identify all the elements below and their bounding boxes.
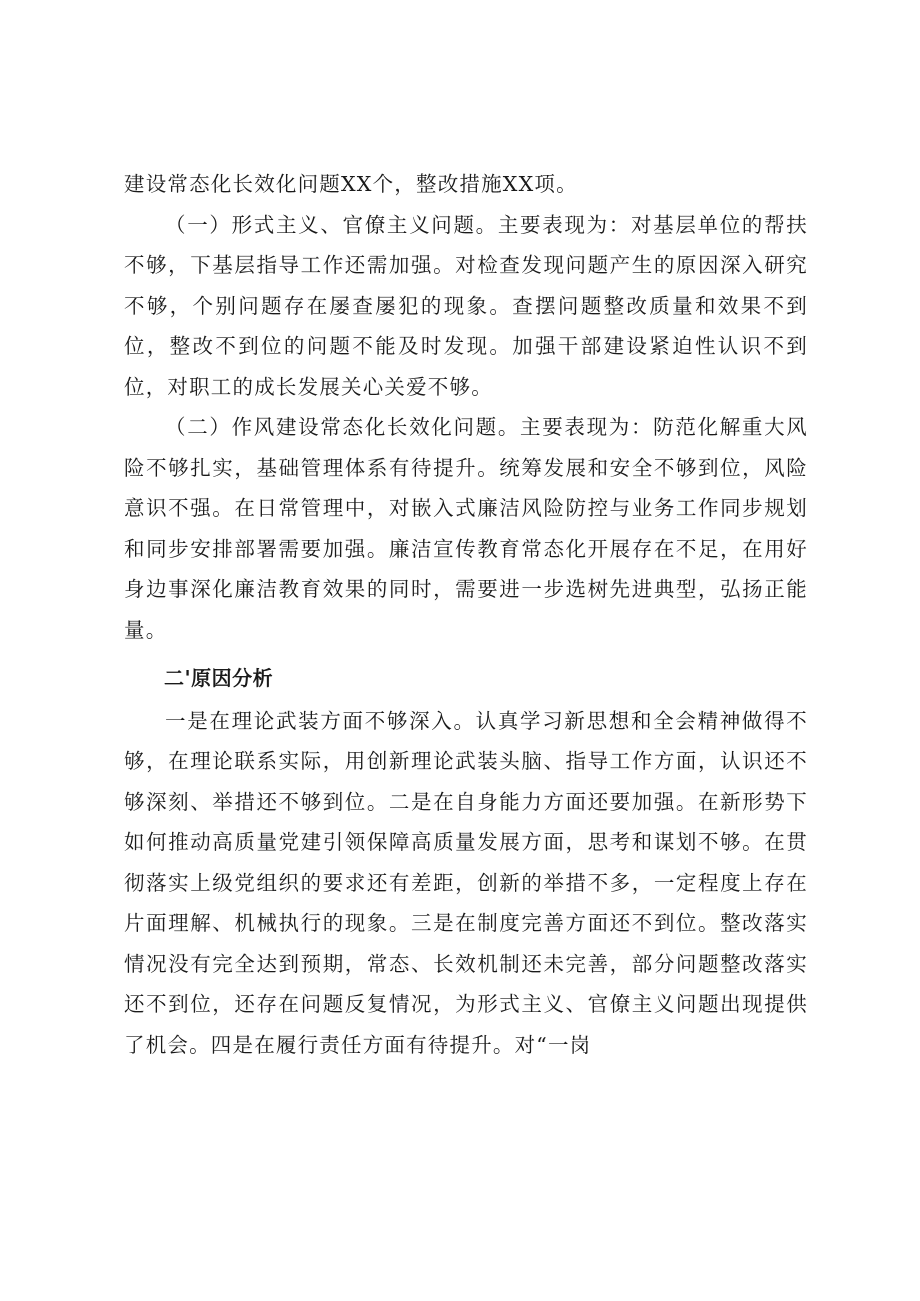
paragraph-formalism-issues: （一）形式主义、官僚主义问题。主要表现为：对基层单位的帮扶不够，下基层指导工作还需加强。对检查发现问题产生的原因深入研究不够，个别问题存在屡查屡犯的现象。查摆问题整改质量和效果不到位，整改不到位的问题不能及时发现。加强干部建设紧迫性认识不到位，对职工的成长发展关心关爱不够。: [124, 212, 808, 399]
paragraph-continuation: 建设常态化长效化问题XX个，整改措施XX项。: [124, 172, 578, 196]
document-body: [124, 164, 808, 1065]
section-heading-cause-analysis: 二'原因分析: [164, 666, 274, 690]
paragraph-work-style-issues: （二）作风建设常态化长效化问题。主要表现为：防范化解重大风险不够扎实，基础管理体系有待提升。统筹发展和安全不够到位，风险意识不强。在日常管理中，对嵌入式廉洁风险防控与业务工作同步规划和同步安排部署需要加强。廉洁宣传教育常态化开展存在不足，在用好身边事深化廉洁教育效果的同时，需要进一步选树先进典型，弘扬正能量。: [124, 415, 808, 642]
paragraph-cause-analysis: 一是在理论武装方面不够深入。认真学习新思想和全会精神做得不够，在理论联系实际，用创新理论武装头脑、指导工作方面，认识还不够深刻、举措还不够到位。二是在自身能力方面还要加强。在新形势下如何推动高质量党建引领保障高质量发展方面，思考和谋划不够。在贯彻落实上级党组织的要求还有差距，创新的举措不多，一定程度上存在片面理解、机械执行的现象。三是在制度完善方面还不到位。整改落实情况没有完全达到预期，常态、长效机制还未完善，部分问题整改落实还不到位，还存在问题反复情况，为形式主义、官僚主义问题出现提供了机会。四是在履行责任方面有待提升。对“一岗: [124, 708, 808, 1057]
